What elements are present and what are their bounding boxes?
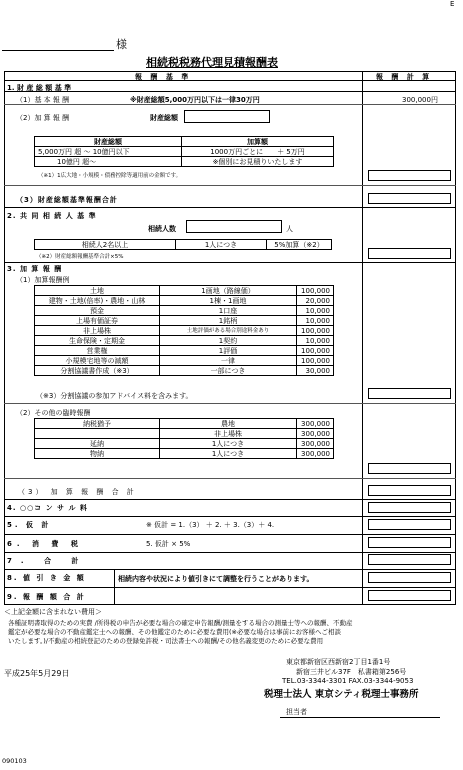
s1-total-box[interactable]: [368, 193, 451, 204]
s3-sep: [4, 403, 456, 404]
s1-th-add: 加算額: [182, 137, 334, 147]
s3-item-fee: 100,000: [297, 356, 334, 366]
office-address-1: 東京都新宿区西新宿2丁目1番1号: [286, 658, 391, 666]
s2-heirs-label: 相続人数: [148, 225, 176, 233]
s4-label: 4. ○○コ ン サ ル 料: [7, 504, 88, 512]
s1-basic-amount: 300,000円: [402, 96, 438, 104]
s7-box[interactable]: [368, 554, 451, 565]
s3-item-fee: 10,000: [297, 336, 334, 346]
s8-note: 相続内容や状況により値引きにて調整を行うことがあります。: [118, 575, 314, 583]
s3-item-unit: 1銘柄: [160, 316, 297, 326]
s3-item-row: [35, 356, 334, 366]
s1-add-label: （2）加 算 報 酬: [16, 114, 70, 122]
s2-end-line: [4, 262, 456, 263]
column-divider: [362, 71, 363, 605]
s3-item-fee: 100,000: [297, 346, 334, 356]
s3-item-name: 土地: [35, 286, 160, 296]
s3-item-unit: 1契約: [160, 336, 297, 346]
s3-other-unit: 1人につき: [160, 449, 297, 459]
s8-line: [4, 587, 456, 588]
s3-item-name: 生命保険・定期金: [35, 336, 160, 346]
s1-sep: [4, 104, 456, 105]
rep-line: [280, 717, 440, 718]
s3-item-name: 上場有価証券: [35, 316, 160, 326]
s6-box[interactable]: [368, 537, 451, 548]
s1-row2-add: ※個別にお見積りいたします: [182, 157, 334, 167]
s7-label: 7. 合 計: [7, 557, 88, 565]
s3-other-name: 納税猶予: [35, 419, 160, 429]
s3-item-name: 非上場株: [35, 326, 160, 336]
s2-heirs-unit: 人: [286, 225, 293, 233]
s3-other-unit: 非上場株: [160, 429, 297, 439]
s2-total-box[interactable]: [368, 248, 451, 259]
s2-heading: 2. 共 同 相 続 人 基 準: [7, 212, 97, 220]
s3-item-unit: 1棟・1画地: [160, 296, 297, 306]
s6-line: [4, 552, 456, 553]
s3-item-fee: 100,000: [297, 326, 334, 336]
s1-heading-line: [4, 91, 456, 92]
s3-item-fee: 100,000: [297, 286, 334, 296]
s2-cell-rate: 5%加算（※2）: [267, 240, 332, 250]
s8-box[interactable]: [368, 572, 451, 583]
s7-line: [4, 569, 456, 570]
s3-item-row: [35, 296, 334, 306]
s9-divider: [114, 587, 115, 605]
excluded-line-3: いたします。)/不動産の相続登記のための登録免許税・司法書士への報酬/その他名義変更のために必要な費用: [8, 637, 324, 645]
s3-other-result-box[interactable]: [368, 463, 451, 474]
s3-item-fee: 30,000: [297, 366, 334, 376]
addressee-line: [2, 50, 114, 51]
s3-other-fee: 300,000: [297, 439, 334, 449]
s3-other-row: [35, 419, 334, 429]
s5-label: 5. 仮 計: [7, 521, 52, 529]
office-tel: TEL.03-3344-3301 FAX.03-3344-9053: [282, 677, 414, 685]
s3-item-row: [35, 286, 334, 296]
s3-sep2: [4, 478, 456, 479]
s6-formula: 5. 仮計 × 5%: [146, 540, 191, 548]
excluded-heading: ＜上記金額に含まれない費用＞: [4, 608, 102, 616]
s3-item-row: [35, 346, 334, 356]
s3-item-row: [35, 326, 334, 336]
s1-heading: 1. 財 産 総 額 基 準: [7, 84, 72, 92]
s1-row1-add: 1000万円ごとに ＋ 5万円: [182, 147, 334, 157]
s8-divider: [114, 569, 115, 587]
s3-other-fee: 300,000: [297, 429, 334, 439]
doc-code: 090103: [2, 757, 27, 765]
s3-item-name: 建物・土地(倍率)・農地・山林: [35, 296, 160, 306]
s3-item-fee: 10,000: [297, 316, 334, 326]
s3-other-row: [35, 449, 334, 459]
header-right: 報 酬 計 算: [376, 73, 433, 81]
s9-label: 9. 報 酬 額 合 計: [7, 593, 86, 601]
excluded-line-2: 鑑定が必要な場合の不動産鑑定士への報酬、その他鑑定のために必要な費用(※必要な場合は事前にお客様へご相談: [8, 628, 341, 636]
s3-end-line: [4, 499, 456, 500]
s3-heading: 3. 加 算 報 酬: [7, 265, 63, 273]
s3-item-name: 分割協議書作成（※3）: [35, 366, 160, 376]
s3-other-row: [35, 429, 334, 439]
s3-other-table: [34, 418, 334, 459]
s1-row1-range: 5,000万円 超 ～ 10億円以下: [35, 147, 182, 157]
heirs-count-input[interactable]: [186, 220, 282, 233]
s8-label: 8. 値 引 き 金 額: [7, 574, 86, 582]
s6-label: 6. 消 費 税: [7, 540, 83, 548]
issue-date: 平成25年5月29日: [4, 669, 70, 678]
s5-box[interactable]: [368, 519, 451, 530]
s9-box[interactable]: [368, 590, 451, 601]
s1-th-assets: 財産総額: [35, 137, 182, 147]
s3-item-unit: 一部につき: [160, 366, 297, 376]
s3-other-name: [35, 429, 160, 439]
s3-other-fee: 300,000: [297, 449, 334, 459]
s4-box[interactable]: [368, 502, 451, 513]
office-address-2: 新宿三井ビル37F 私書箱第256号: [296, 668, 407, 676]
s3-item-fee: 10,000: [297, 306, 334, 316]
s3-total-label: （3） 加 算 報 酬 合 計: [18, 488, 137, 496]
s3-item-name: 小規模宅地等の減額: [35, 356, 160, 366]
s1-total-assets-label: 財産総額: [150, 114, 178, 122]
s3-item-name: 営業権: [35, 346, 160, 356]
s3-other-unit: 1人につき: [160, 439, 297, 449]
s3-item-fee: 20,000: [297, 296, 334, 306]
s3-total-box[interactable]: [368, 485, 451, 496]
s2-cell-condition: 相続人2名以上: [35, 240, 176, 250]
s1-sep2: [4, 185, 456, 186]
s3-other-name: 物納: [35, 449, 160, 459]
s3-example-label: （1）加算報酬例: [16, 276, 70, 284]
s3-item-row: [35, 366, 334, 376]
s1-basic-note: ※財産総額5,000万円以下は一律30万円: [130, 96, 260, 104]
page-mark: E: [450, 0, 455, 8]
s1-footnote: （※1）1広大地・小規模・債務控除等適用前の金額です。: [38, 173, 182, 179]
s3-item-unit: 土地評価がある場合別途料金あり: [160, 326, 297, 336]
s4-line: [4, 516, 456, 517]
s3-item-unit: 1評価: [160, 346, 297, 356]
header-left: 報 酬 基 準: [135, 73, 192, 81]
s1-add-result-box[interactable]: [368, 170, 451, 181]
page-title: 相続税税務代理見積報酬表: [146, 56, 278, 69]
s3-item-unit: 一律: [160, 356, 297, 366]
s3-item-unit: 1口座: [160, 306, 297, 316]
s1-total-label: （3）財産総額基準報酬合計: [16, 196, 118, 204]
office-name: 税理士法人 東京シティ税理士事務所: [264, 689, 419, 700]
s1-add-table: [34, 136, 334, 167]
s3-item-row: [35, 306, 334, 316]
s3-item-row: [35, 336, 334, 346]
s3-other-label: （2）その他の臨時報酬: [16, 409, 91, 417]
s2-cell-per: 1人につき: [176, 240, 267, 250]
total-assets-input[interactable]: [184, 110, 270, 123]
s5-formula: ※ 仮計 = 1.（3） ＋ 2. ＋ 3.（3）＋ 4.: [146, 521, 275, 529]
s2-table: [34, 239, 332, 250]
s1-basic-label: （1）基 本 報 酬: [16, 96, 70, 104]
rep-label: 担当者: [286, 708, 307, 716]
s3-items-result-box[interactable]: [368, 388, 451, 399]
s3-other-row: [35, 439, 334, 449]
s1-end-line: [4, 207, 456, 208]
s3-item-name: 預金: [35, 306, 160, 316]
s3-other-name: 延納: [35, 439, 160, 449]
s3-note3: （※3）分割協議の参加アドバイス料を含みます。: [36, 392, 193, 400]
s3-other-unit: 農地: [160, 419, 297, 429]
excluded-line-1: 各種証明書取得のための実費 /所得税の申告が必要な場合の確定申告報酬/測量をする場合の測量士等への報酬、不動産: [8, 619, 353, 627]
s3-items-table: [34, 285, 334, 376]
s5-line: [4, 534, 456, 535]
s3-item-row: [35, 316, 334, 326]
s3-other-fee: 300,000: [297, 419, 334, 429]
s1-row2-range: 10億円 超～: [35, 157, 182, 167]
addressee-suffix: 様: [116, 38, 127, 51]
s3-item-unit: 1画地（路線価）: [160, 286, 297, 296]
s2-footnote: （※2）財産総額報酬基準合計×5%: [36, 254, 124, 260]
